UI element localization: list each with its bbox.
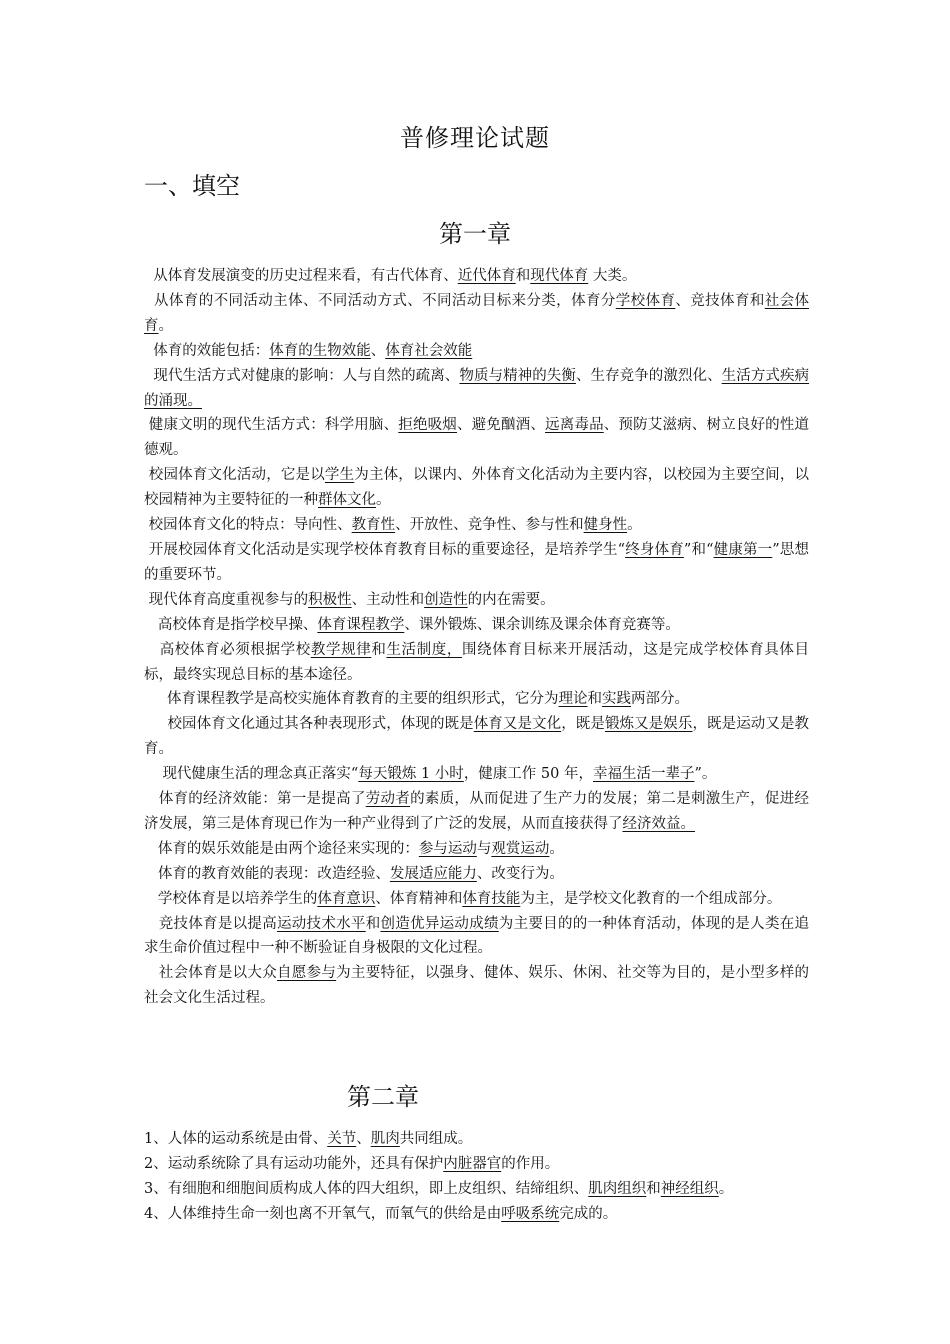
- section-heading: 一、填空: [144, 172, 240, 200]
- paragraph: [144, 413, 809, 463]
- answer-text: 生活方式疾病的涌现。: [144, 367, 810, 409]
- paragraph-text: 2、运动系统除了具有运动功能外，还具有保护: [144, 1155, 444, 1172]
- paragraph-text: 体育的教育效能的表现：改造经验、: [157, 865, 390, 882]
- paragraph: [144, 1202, 814, 1227]
- paragraph-text: 、竞技体育和: [675, 292, 765, 309]
- paragraph: [144, 762, 809, 787]
- answer-text: 幸福生活一辈子: [592, 766, 695, 783]
- answer-text: 内脏器官: [443, 1155, 502, 1172]
- paragraph: [144, 638, 809, 688]
- paragraph-text: 体育的经济效能：第一是提高了: [158, 791, 366, 808]
- paragraph-text: 两部分。: [631, 691, 690, 708]
- answer-text: 每天锻炼 1 小时: [358, 766, 464, 783]
- answer-text: 锻炼又是娱乐: [604, 716, 693, 733]
- answer-text: 理论: [558, 691, 588, 708]
- paragraph: [144, 339, 809, 364]
- paragraph: [144, 787, 809, 837]
- paragraph-text: 。: [718, 1180, 734, 1197]
- paragraph-text: 、开放性、竞争性、参与性和: [395, 517, 584, 534]
- paragraph-text: 学校体育是以培养学生的: [157, 890, 318, 907]
- paragraph-text: 围绕体育目标来开展活动，这是完成学校体育具体目标，最终实现总目标的基本途径。: [144, 641, 810, 683]
- paragraph-text: 开展校园体育文化活动是实现学校体育教育目标的重要途径，是培养学生“: [148, 541, 626, 558]
- paragraph-text: 体育课程教学是高校实施体育教育的主要的组织形式，它分为: [167, 691, 559, 708]
- answer-text: 生活制度，: [386, 641, 463, 658]
- paragraph: [144, 613, 809, 638]
- paragraph: [144, 1127, 814, 1152]
- paragraph-text: 从体育的不同活动主体、不同活动方式、不同活动目标来分类，体育分: [154, 292, 616, 309]
- paragraph: [144, 588, 809, 613]
- answer-text: 学校体育: [615, 292, 676, 309]
- paragraph-text: 为主要特征，以强身、健体、娱乐、休闲、社交等为目的，是小型多样的社会文化生活过程。: [144, 965, 810, 1007]
- answer-text: 健康第一: [713, 541, 773, 558]
- paragraph: [144, 463, 809, 513]
- answer-text: 呼吸系统: [501, 1205, 560, 1222]
- paragraph-text: 的内在需要。: [467, 591, 555, 608]
- paragraph-text: 、预防艾滋病、树立良好的性道德观。: [144, 417, 810, 459]
- paragraph-text: 校园体育文化活动，它是以: [148, 467, 325, 484]
- paragraph-text: 大类。: [588, 268, 637, 284]
- paragraph-text: 体育的娱乐效能是由两个途径来实现的：: [157, 840, 419, 857]
- paragraph-text: 1、人体的运动系统是由骨、: [144, 1131, 328, 1147]
- paragraph-text: 与: [476, 840, 492, 857]
- paragraph-text: 4、人体维持生命一刻也离不开氧气，而氧气的供给是由: [144, 1205, 502, 1222]
- answer-text: 肌肉: [370, 1131, 400, 1147]
- paragraph-text: 、: [370, 342, 386, 359]
- answer-text: 经济效益。: [622, 815, 695, 832]
- paragraph-text: ，健康工作 50 年，: [463, 766, 593, 783]
- paragraph-text: ”。: [694, 766, 717, 783]
- answer-text: 群体文化: [318, 492, 376, 509]
- answer-text: 终身体育: [625, 541, 684, 558]
- paragraph: [144, 513, 809, 538]
- answer-text: 健身性: [583, 517, 628, 534]
- paragraph-text: 竞技体育是以提高: [158, 915, 277, 932]
- paragraph-text: 的素质，从而促进了生产力的发展；第二是刺激生产，促进经济发展，第三是体育现已作为一种产业得到了广泛的发展，从而直接获得了: [144, 791, 810, 832]
- answer-text: 教学规律: [310, 641, 372, 658]
- paragraph: [144, 1177, 814, 1202]
- paragraph-text: 、避免酗酒、: [456, 417, 546, 434]
- answer-text: 体育的生物效能: [269, 342, 371, 359]
- paragraph-text: 的作用。: [501, 1155, 560, 1172]
- answer-text: 拒绝吸烟: [398, 417, 457, 434]
- answer-text: 积极性: [308, 591, 352, 608]
- answer-text: 现代体育: [530, 268, 589, 284]
- paragraph-text: 和: [515, 268, 531, 284]
- answer-text: 学生: [324, 467, 355, 484]
- paragraph: [144, 712, 809, 762]
- paragraph-text: 现代健康生活的理念真正落实“: [162, 766, 359, 783]
- paragraph: [144, 862, 809, 887]
- paragraph: [144, 687, 809, 712]
- chapter-heading: 第一章: [439, 220, 511, 248]
- answer-text: 运动技术水平: [276, 915, 366, 932]
- answer-text: 社会体育: [144, 292, 810, 334]
- answer-text: 自愿参与: [276, 965, 337, 982]
- paragraph-text: 为主体，以课内、外体育文化活动为主要内容，以校园为主要空间，以校园精神为主要特征的一种: [144, 467, 810, 509]
- answer-text: 劳动者: [365, 791, 411, 808]
- paragraph-text: ，既是: [561, 716, 605, 733]
- paragraph-text: 、课外锻炼、课余训练及课余体育竞赛等。: [404, 616, 680, 633]
- paragraph-text: 现代生活方式对健康的影响：人与自然的疏离、: [153, 367, 460, 384]
- paragraph-text: 、体育精神和: [375, 890, 463, 907]
- paragraph-text: 和: [371, 641, 387, 658]
- answer-text: 近代体育: [457, 268, 516, 284]
- paragraph-text: 。: [376, 492, 391, 509]
- paragraph-text: 。: [627, 517, 642, 534]
- chapter-1-body: [144, 264, 809, 1011]
- answer-text: 观赏运动: [491, 840, 550, 857]
- paragraph-text: 共同组成。: [399, 1131, 473, 1147]
- answer-text: 物质与精神的失衡: [459, 367, 576, 384]
- paragraph-text: 高校体育必须根据学校: [159, 641, 311, 658]
- answer-text: 体育技能: [462, 890, 521, 907]
- paragraph-text: 体育的效能包括：: [153, 342, 270, 359]
- paragraph-text: 、生存竞争的激烈化、: [575, 367, 722, 384]
- paragraph-text: ，既是运动又是教育。: [144, 716, 810, 758]
- page-title: 普修理论试题: [400, 124, 550, 152]
- answer-text: 体育又是文化: [473, 716, 562, 733]
- paragraph-text: 。: [549, 840, 564, 857]
- paragraph-text: 社会体育是以大众: [158, 965, 277, 982]
- chapter-heading: 第二章: [347, 1083, 419, 1111]
- paragraph: [144, 289, 809, 339]
- paragraph: [144, 912, 809, 962]
- answer-text: 体育课程教学: [317, 616, 405, 633]
- paragraph: [144, 538, 809, 588]
- answer-text: 肌肉组织: [588, 1180, 647, 1197]
- paragraph-text: 校园体育文化的特点：导向性、: [148, 517, 352, 534]
- chapter-2-body: [144, 1127, 814, 1227]
- paragraph-text: 。: [158, 317, 173, 334]
- paragraph-text: 和: [365, 915, 381, 932]
- paragraph: [144, 961, 809, 1011]
- answer-text: 发展适应能力: [389, 865, 477, 882]
- paragraph-text: 为主，是学校文化教育的一个组成部分。: [520, 890, 782, 907]
- paragraph-text: ”思想的重要环节。: [144, 541, 810, 583]
- paragraph-text: 从体育发展演变的历史过程来看，有古代体育、: [153, 268, 458, 284]
- paragraph-text: 、: [356, 1131, 371, 1147]
- paragraph-text: 为主要目的的一种体育活动，体现的是人类在追求生命价值过程中一种不断验证自身极限的文化过程。: [144, 915, 810, 957]
- paragraph-text: 高校体育是指学校早操、: [157, 616, 318, 633]
- paragraph-text: ”和“: [683, 541, 714, 558]
- paragraph-text: 校园体育文化通过其各种表现形式，体现的既是: [167, 716, 474, 733]
- paragraph: [144, 364, 809, 414]
- answer-text: 教育性: [351, 517, 396, 534]
- paragraph: [144, 887, 809, 912]
- answer-text: 关节: [327, 1131, 357, 1147]
- answer-text: 参与运动: [418, 840, 477, 857]
- answer-text: 远离毒品: [545, 417, 604, 434]
- answer-text: 体育意识: [317, 890, 376, 907]
- paragraph-text: 、主动性和: [351, 591, 425, 608]
- answer-text: 实践: [602, 691, 632, 708]
- answer-text: 创造性: [424, 591, 468, 608]
- paragraph-text: 和: [646, 1180, 661, 1197]
- paragraph: [144, 1152, 814, 1177]
- paragraph: [144, 264, 809, 289]
- paragraph-text: 现代体育高度重视参与的: [148, 591, 309, 608]
- answer-text: 体育社会效能: [385, 342, 473, 359]
- paragraph-text: 、改变行为。: [476, 865, 564, 882]
- paragraph-text: 健康文明的现代生活方式：科学用脑、: [148, 417, 399, 434]
- paragraph-text: 和: [587, 691, 603, 708]
- paragraph-text: 完成的。: [559, 1205, 618, 1222]
- paragraph: [144, 837, 809, 862]
- answer-text: 创造优异运动成绩: [380, 915, 499, 932]
- answer-text: 神经组织: [660, 1180, 719, 1197]
- paragraph-text: 3、有细胞和细胞间质构成人体的四大组织，即上皮组织、结缔组织、: [144, 1180, 589, 1197]
